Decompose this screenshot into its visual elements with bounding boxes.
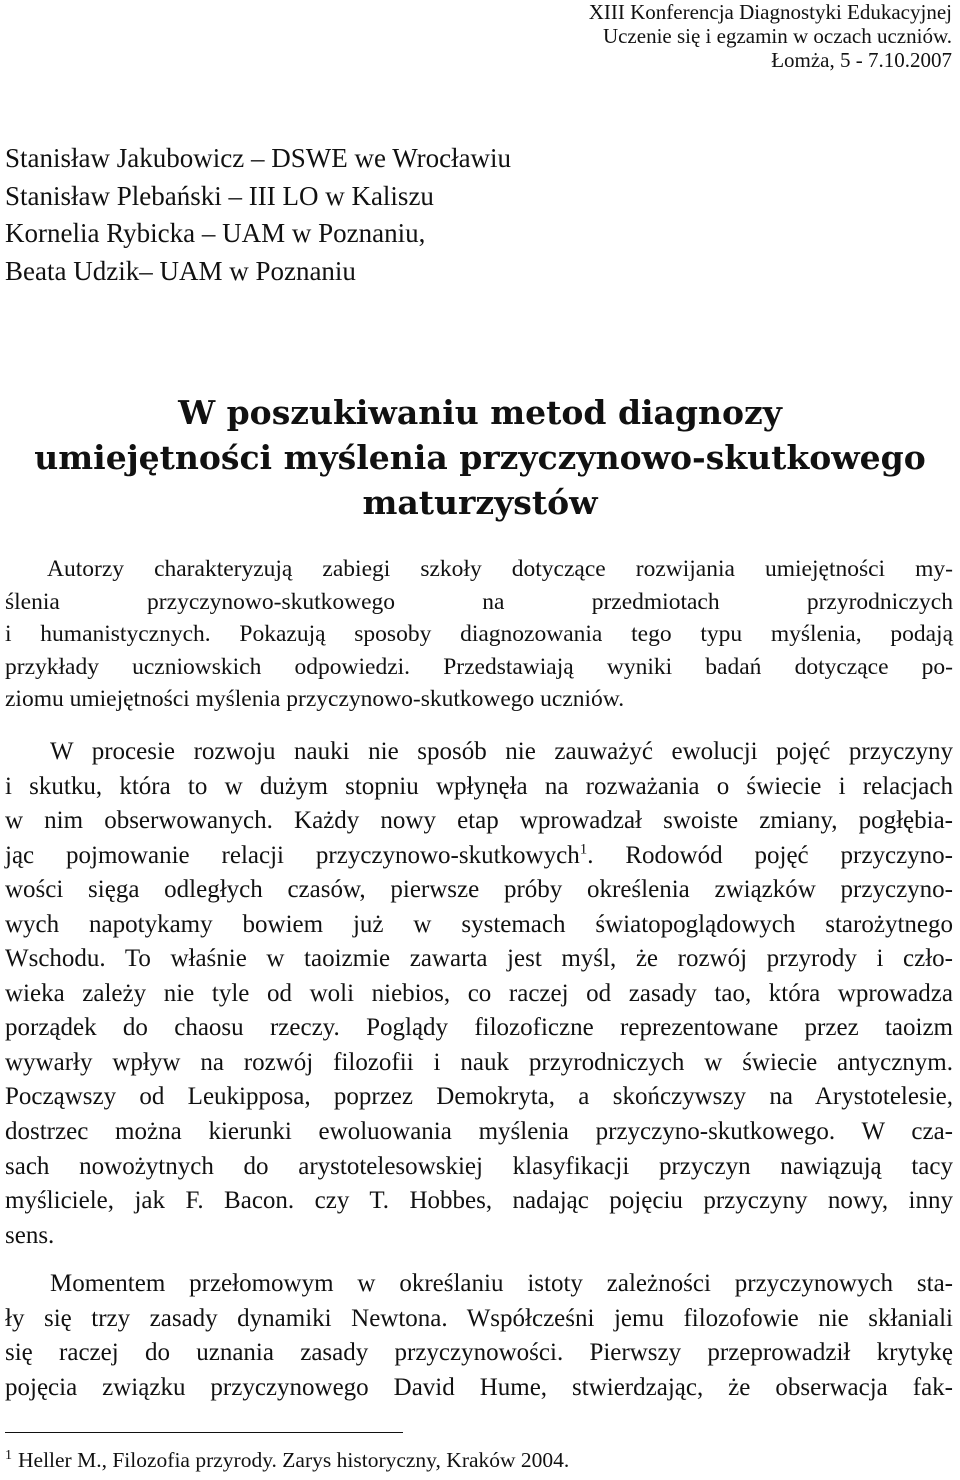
- abstract-line: i humanistycznych. Pokazują sposoby diagnozowania tego typu myślenia, podają: [5, 621, 953, 647]
- body-paragraph-1: [5, 735, 953, 1253]
- body-line: sens.: [5, 1221, 55, 1249]
- author-line: Stanisław Jakubowicz – DSWE we Wrocławiu: [5, 143, 512, 173]
- body-line: porządek do chaosu rzeczy. Poglądy filozoficzne reprezentowane przez taoizm: [5, 1014, 953, 1042]
- abstract: [5, 553, 953, 716]
- footnote-divider: [5, 1432, 403, 1433]
- body-line: się raczej do uznania zasady przyczynowości. Pierwszy przeprowadził krytykę: [5, 1339, 953, 1367]
- body-line: pojęcia związku przyczynowego David Hume, stwierdzając, że obserwacja fak-: [5, 1373, 953, 1401]
- body-line-with-footnote-ref: [5, 839, 953, 874]
- body-line: sach nowożytnych do arystotelesowskiej klasyfikacji przyczyn nawiązują tacy: [5, 1152, 953, 1180]
- footnote: [5, 1447, 905, 1473]
- footnote-number: 1: [5, 1447, 12, 1463]
- body-line: W procesie rozwoju nauki nie sposób nie zauważyć ewolucji pojęć przyczyny: [50, 738, 953, 765]
- body-line: Począwszy od Leukipposa, poprzez Demokryta, a skończywszy na Arystotelesie,: [5, 1083, 953, 1111]
- body-line: Momentem przełomowym w określaniu istoty zależności przyczynowych sta-: [50, 1270, 953, 1297]
- body-line: w nim obserwowanych. Każdy nowy etap wprowadzał swoiste zmiany, pogłębia-: [5, 807, 953, 835]
- title-line: maturzystów: [362, 483, 598, 522]
- footnote-ref-mark: 1: [579, 841, 588, 858]
- body-line: myśliciele, jak F. Bacon. czy T. Hobbes, nadając pojęciu przyczyny nowy, inny: [5, 1187, 953, 1215]
- body-text-span: . Rodowód pojęć przyczyno-: [587, 841, 953, 869]
- body-text-span: jąc pojmowanie relacji przyczynowo-skutkowych: [5, 841, 580, 869]
- body-line: i skutku, która to w dużym stopniu wpłynęła na rozważania o świecie i relacjach: [5, 772, 953, 800]
- title-line: umiejętności myślenia przyczynowo-skutkowego: [34, 438, 926, 477]
- abstract-line: przykłady uczniowskich odpowiedzi. Przedstawiają wyniki badań dotyczące po-: [5, 653, 953, 680]
- body-line: wieka zależy nie tyle od woli niebios, co raczej od zasady tao, która wprowadza: [5, 979, 953, 1007]
- abstract-line: ziomu umiejętności myślenia przyczynowo-skutkowego uczniów.: [5, 686, 625, 712]
- paper-title: [0, 390, 960, 525]
- author-line: Kornelia Rybicka – UAM w Poznaniu,: [5, 218, 426, 248]
- footnote-text: Heller M., Filozofia przyrody. Zarys historyczny, Kraków 2004.: [18, 1448, 570, 1472]
- body-line: ły się trzy zasady dynamiki Newtona. Współcześni jemu filozofowie nie skłaniali: [5, 1304, 953, 1332]
- body-line: wywarły wpływ na rozwój filozofii i nauk przyrodniczych w świecie antycznym.: [5, 1048, 953, 1076]
- body-line: wych napotykamy bowiem już w systemach światopoglądowych starożytnego: [5, 910, 953, 938]
- conference-place-date: Łomża, 5 - 7.10.2007: [771, 48, 952, 72]
- body-line: Wschodu. To właśnie w taoizmie zawarta jest myśl, że rozwój przyrody i czło-: [5, 945, 953, 973]
- author-line: Beata Udzik– UAM w Poznaniu: [5, 255, 356, 286]
- conference-theme: Uczenie się i egzamin w oczach uczniów.: [602, 24, 952, 48]
- author-list: [5, 140, 705, 290]
- abstract-line: ślenia przyczynowo-skutkowego na przedmiotach przyrodniczych: [5, 588, 953, 615]
- body-line: wości sięga odległych czasów, pierwsze próby określenia związków przyczyno-: [5, 876, 953, 904]
- abstract-line: Autorzy charakteryzują zabiegi szkoły dotyczące rozwijania umiejętności my-: [47, 556, 953, 582]
- body-line: dostrzec można kierunki ewoluowania myślenia przyczyno-skutkowego. W cza-: [5, 1118, 953, 1146]
- conference-header: [352, 0, 952, 72]
- title-line: W poszukiwaniu metod diagnozy: [178, 393, 782, 432]
- author-line: Stanisław Plebański – III LO w Kaliszu: [5, 180, 434, 211]
- body-paragraph-2: [5, 1267, 953, 1405]
- conference-name: XIII Konferencja Diagnostyki Edukacyjnej: [588, 0, 952, 24]
